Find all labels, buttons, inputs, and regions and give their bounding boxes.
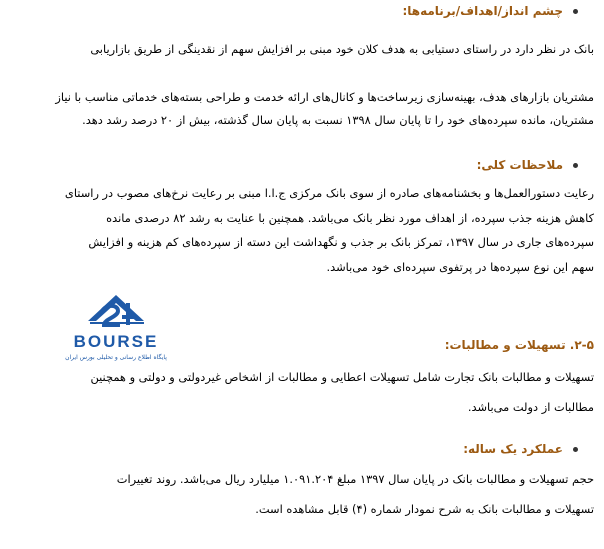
paragraph-line: بانک در نظر دارد در راستای دستیابی به هدف کلان خود مبنی بر افزایش سهم از نقدینگی از طریق بازاریابی	[90, 42, 594, 56]
section-heading-vision: چشم انداز/اهداف/برنامه‌ها:	[402, 4, 578, 18]
paragraph-line: سهم این نوع سپرده‌ها در پرتفوی سپرده‌ای خود می‌باشد.	[326, 260, 594, 274]
paragraph-line: حجم تسهیلات و مطالبات بانک در پایان سال ۱۳۹۷ مبلغ ۱.۰۹۱.۲۰۴ میلیارد ریال می‌باشد. روند تغییرات	[116, 472, 594, 486]
section-heading-facilities: ۲-۵. تسهیلات و مطالبات:	[444, 338, 594, 352]
logo-brand-text: BOURSE	[73, 332, 159, 351]
paragraph-line: تسهیلات و مطالبات بانک به شرح نمودار شماره (۴) قابل مشاهده است.	[255, 502, 594, 516]
paragraph-line: کاهش هزینه جذب سپرده، از اهداف مورد نظر بانک می‌باشد. همچنین با عنایت به رشد ۸۲ درصدی مانده	[106, 211, 594, 225]
section-heading-general-notes: ملاحظات کلی:	[477, 158, 578, 172]
paragraph-line: سپرده‌های جاری در سال ۱۳۹۷، تمرکز بانک بر جذب و نگهداشت این دسته از سپرده‌های کم هزینه و افزایش	[88, 235, 594, 249]
paragraph-line: مشتریان بازارهای هدف، بهینه‌سازی زیرساخت‌ها و کانال‌های ارائه خدمت و طراحی بسته‌های خدماتی مناسب با نیاز	[55, 90, 594, 104]
paragraph-line: مطالبات از دولت می‌باشد.	[467, 400, 594, 414]
paragraph-line: مشتریان، مانده سپرده‌های خود را تا پایان سال ۱۳۹۸ نسبت به پایان سال گذشته، بیش از ۲۰ درصد رشد دهد.	[82, 113, 594, 127]
bullet-icon	[573, 9, 578, 14]
bullet-icon	[573, 163, 578, 168]
paragraph-line: تسهیلات و مطالبات بانک تجارت شامل تسهیلات اعطایی و مطالبات از اشخاص غیردولتی و دولتی و همچنین	[90, 370, 594, 384]
logo-tagline-text: پایگاه اطلاع رسانی و تحلیلی بورس ایران	[65, 354, 167, 361]
bullet-icon	[573, 447, 578, 452]
bourse-logo	[48, 289, 186, 363]
section-heading-annual-performance: عملکرد یک ساله:	[463, 442, 578, 456]
paragraph-line: رعایت دستورالعمل‌ها و بخشنامه‌های صادره از سوی بانک مرکزی ج.ا.ا مبنی بر رعایت نرخ‌های مصوب در راستای	[64, 186, 594, 200]
bourse-emblem-icon	[88, 295, 144, 325]
